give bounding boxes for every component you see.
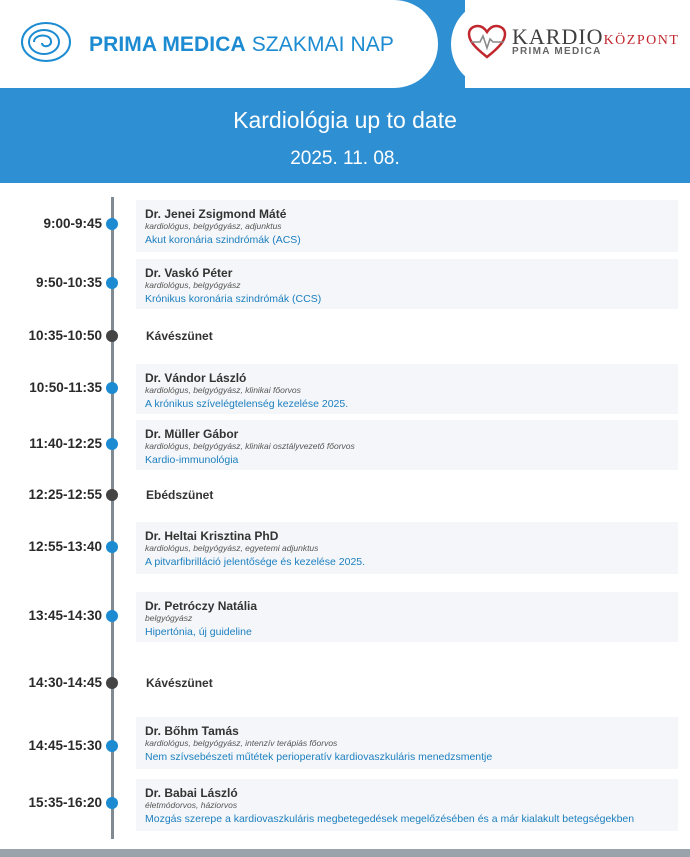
session-card (136, 200, 678, 252)
session-card (136, 779, 678, 831)
talk-topic: Nem szívsebészeti műtétek perioperatív kardiovaszkuláris menedzsmentje (145, 751, 493, 763)
speaker-name: Dr. Bőhm Tamás (145, 724, 239, 738)
talk-topic: A krónikus szívelégtelenség kezelése 2025. (145, 398, 349, 410)
time-slot: 9:50-10:35 (35, 275, 102, 290)
talk-topic: Mozgás szerepe a kardiovaszkuláris megbetegedések megelőzésében és a már kialakult betegségekben (145, 813, 635, 825)
time-slot: 11:40-12:25 (29, 436, 102, 451)
talk-topic: Kardio-immunológia (145, 454, 239, 466)
time-slot: 14:45-15:30 (28, 738, 102, 753)
kardio-accent: KÖZPONT (603, 33, 680, 48)
heart-pulse-icon (467, 24, 507, 60)
speaker-name: Dr. Jenei Zsigmond Máté (145, 207, 287, 221)
event-title: Kardiológia up to date (233, 107, 457, 133)
session-card (136, 522, 678, 574)
break-label: Ebédszünet (146, 488, 214, 502)
break-label: Kávészünet (146, 676, 213, 690)
session-card (136, 364, 678, 414)
speaker-name: Dr. Babai László (145, 786, 238, 800)
time-slot: 12:25-12:55 (28, 487, 102, 502)
talk-marker (106, 740, 118, 752)
time-slot: 13:45-14:30 (28, 608, 102, 623)
brand-title (89, 33, 394, 57)
talk-marker (106, 797, 118, 809)
speaker-role: kardiológus, belgyógyász (145, 280, 241, 290)
talk-topic: Krónikus koronária szindrómák (CCS) (145, 293, 322, 305)
prima-medica-logo-icon (20, 20, 72, 64)
talk-marker (106, 218, 118, 230)
speaker-role: életmódorvos, háziorvos (145, 800, 238, 810)
session-card (136, 717, 678, 769)
talk-marker (106, 382, 118, 394)
time-slot: 14:30-14:45 (28, 675, 102, 690)
speaker-role: kardiológus, belgyógyász, intenzív terápiás főorvos (145, 738, 338, 748)
brand-thin: SZAKMAI NAP (245, 33, 394, 56)
session-card (136, 592, 678, 642)
speaker-role: kardiológus, belgyógyász, egyetemi adjunktus (145, 543, 319, 553)
session-card (136, 420, 678, 470)
talk-marker (106, 277, 118, 289)
speaker-name: Dr. Heltai Krisztina PhD (145, 529, 279, 543)
speaker-role: belgyógyász (145, 613, 193, 623)
talk-topic: Hipertónia, új guideline (145, 626, 252, 638)
break-label: Kávészünet (146, 329, 213, 343)
talk-marker (106, 541, 118, 553)
kardio-subtitle: PRIMA MEDICA (512, 46, 602, 57)
talk-topic: Akut koronária szindrómák (ACS) (145, 234, 301, 246)
time-slot: 12:55-13:40 (28, 539, 102, 554)
footer-bar (0, 849, 690, 857)
break-marker (106, 489, 118, 501)
time-slot: 15:35-16:20 (28, 795, 102, 810)
event-date: 2025. 11. 08. (290, 148, 400, 169)
time-slot: 10:50-11:35 (29, 380, 102, 395)
break-marker (106, 330, 118, 342)
speaker-name: Dr. Vaskó Péter (145, 266, 233, 280)
speaker-role: kardiológus, belgyógyász, klinikai osztályvezető főorvos (145, 441, 355, 451)
talk-marker (106, 438, 118, 450)
speaker-role: kardiológus, belgyógyász, adjunktus (145, 221, 282, 231)
speaker-role: kardiológus, belgyógyász, klinikai főorvos (145, 385, 301, 395)
kardio-main: KARDIO (512, 24, 604, 49)
speaker-name: Dr. Vándor László (145, 371, 247, 385)
break-marker (106, 677, 118, 689)
speaker-name: Dr. Petróczy Natália (145, 599, 258, 613)
talk-marker (106, 610, 118, 622)
speaker-name: Dr. Müller Gábor (145, 427, 239, 441)
brand-strong: PRIMA MEDICA (89, 33, 246, 56)
talk-topic: A pitvarfibrilláció jelentősége és kezelése 2025. (145, 556, 366, 568)
time-slot: 9:00-9:45 (43, 216, 102, 231)
session-card (136, 259, 678, 309)
time-slot: 10:35-10:50 (28, 328, 102, 343)
